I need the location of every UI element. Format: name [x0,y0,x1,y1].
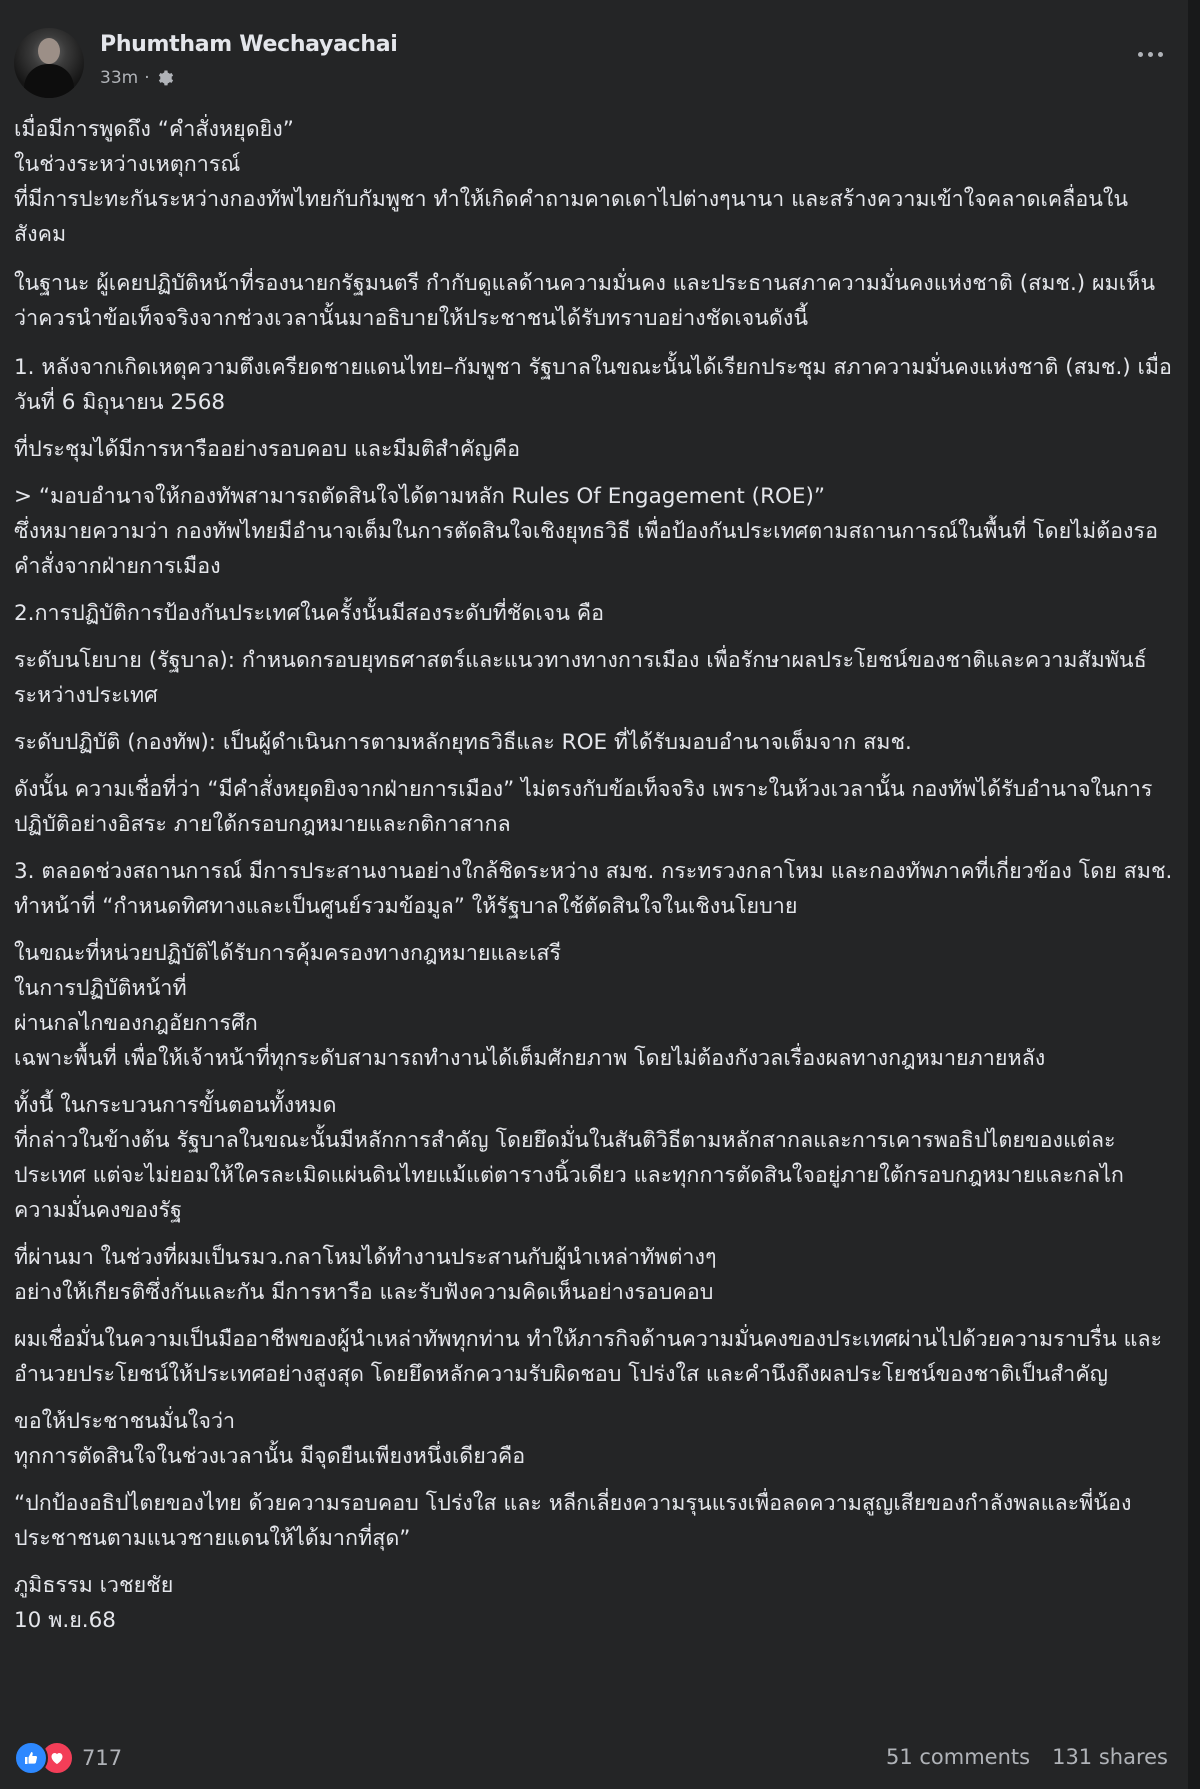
post-paragraph: ทั้งนี้ ในกระบวนการขั้นตอนทั้งหมด ที่กล่าวในข้างต้น รัฐบาลในขณะนั้นมีหลักการสำคัญ โดยยึดมั่นในสันติวิธีตามหลักสากลและการเคารพอธิปไตยของแต่ละประเทศ แต่จะไม่ยอมให้ใครละเมิดแผ่นดินไทยแม้แต่ตารางนิ้วเดียว และทุกการตัดสินใจอยู่ภายใต้กรอบกฎหมายและกลไกความมั่นคงของรัฐ [14,1093,1124,1223]
author-name[interactable]: Phumtham Wechayachai [100,32,398,57]
post-paragraph: ผมเชื่อมั่นในความเป็นมืออาชีพของผู้นำเหล่าทัพทุกท่าน ทำให้ภารกิจด้านความมั่นคงของประเทศผ่านไปด้วยความราบรื่น และอำนวยประโยชน์ให้ประเทศอย่างสูงสุด โดยยึดหลักความรับผิดชอบ โปร่งใส และคำนึงถึงผลประโยชน์ของชาติเป็นสำคัญ [14,1327,1163,1387]
post-paragraph: ระดับปฏิบัติ (กองทัพ): เป็นผู้ดำเนินการตามหลักยุทธวิธีและ ROE ที่ได้รับมอบอำนาจเต็มจาก สมช. [14,730,912,755]
post-paragraph: ที่ประชุมได้มีการหารืออย่างรอบคอบ และมีมติสำคัญคือ [14,437,521,462]
gear-icon[interactable] [156,69,174,87]
post-paragraph: ที่ผ่านมา ในช่วงที่ผมเป็นรมว.กลาโหมได้ทำงานประสานกับผู้นำเหล่าทัพต่างๆ อย่างให้เกียรติซึ่งกันและกัน มีการหารือ และรับฟังความคิดเห็นอย่างรอบคอบ [14,1245,717,1305]
post-paragraph: ในขณะที่หน่วยปฏิบัติได้รับการคุ้มครองทางกฎหมายและเสรี ในการปฏิบัติหน้าที่ ผ่านกลไกของกฎอัยการศึก เฉพาะพื้นที่ เพื่อให้เจ้าหน้าที่ทุกระดับสามารถทำงานได้เต็มศักยภาพ โดยไม่ต้องกังวลเรื่องผลทางกฎหมายภายหลัง [14,941,1046,1071]
more-options-icon[interactable] [1130,42,1170,66]
post-paragraph: 3. ตลอดช่วงสถานการณ์ มีการประสานงานอย่างใกล้ชิดระหว่าง สมช. กระทรวงกลาโหม และกองทัพภาคที่เกี่ยวข้อง โดย สมช. ทำหน้าที่ “กำหนดทิศทางและเป็นศูนย์รวมข้อมูล” ให้รัฐบาลใช้ตัดสินใจในเชิงนโยบาย [14,859,1173,919]
post-body [14,112,1174,1650]
post-paragraph: 1. หลังจากเกิดเหตุความตึงเครียดชายแดนไทย–กัมพูชา รัฐบาลในขณะนั้นได้เรียกประชุม สภาความมั่นคงแห่งชาติ (สมช.) เมื่อวันที่ 6 มิถุนายน 2568 [14,355,1172,415]
more-dot [1138,52,1143,57]
more-dot [1148,52,1153,57]
engagement-stats [886,1745,1168,1769]
avatar[interactable] [14,28,84,98]
shares-count[interactable]: 131 shares [1052,1745,1168,1769]
reaction-count: 717 [82,1746,123,1770]
post-paragraph: > “มอบอำนาจให้กองทัพสามารถตัดสินใจได้ตามหลัก Rules Of Engagement (ROE)” ซึ่งหมายความว่า กองทัพไทยมีอำนาจเต็มในการตัดสินใจเชิงยุทธวิธี เพื่อป้องกันประเทศตามสถานการณ์ในพื้นที่ โดยไม่ต้องรอคำสั่งจากฝ่ายการเมือง [14,484,1159,579]
meta-separator: · [144,68,150,88]
avatar-face [38,38,60,64]
post-paragraph: ในฐานะ ผู้เคยปฏิบัติหน้าที่รองนายกรัฐมนตรี กำกับดูแลด้านความมั่นคง และประธานสภาความมั่นคงแห่งชาติ (สมช.) ผมเห็นว่าควรนำข้อเท็จจริงจากช่วงเวลานั้นมาอธิบายให้ประชาชนได้รับทราบอย่างชัดเจนดังนี้ [14,271,1156,331]
post-header [14,28,1174,100]
post-footer [14,1737,1174,1781]
post-meta [100,68,174,88]
comments-count[interactable]: 51 comments [885,1745,1031,1769]
post-paragraph: 2.การปฏิบัติการป้องกันประเทศในครั้งนั้นมีสองระดับที่ชัดเจน คือ [14,601,605,626]
post-time[interactable]: 33m [100,68,139,88]
like-icon [14,1741,48,1775]
reactions-summary[interactable] [14,1741,122,1775]
post-paragraph: ดังนั้น ความเชื่อที่ว่า “มีคำสั่งหยุดยิงจากฝ่ายการเมือง” ไม่ตรงกับข้อเท็จจริง เพราะในห้วงเวลานั้น กองทัพได้รับอำนาจในการปฏิบัติอย่างอิสระ ภายใต้กรอบกฎหมายและกติกาสากล [14,777,1153,837]
post-paragraph: ระดับนโยบาย (รัฐบาล): กำหนดกรอบยุทธศาสตร์และแนวทางทางการเมือง เพื่อรักษาผลประโยชน์ของชาติและความสัมพันธ์ระหว่างประเทศ [14,648,1147,708]
post-paragraph: “ปกป้องอธิปไตยของไทย ด้วยความรอบคอบ โปร่งใส และ หลีกเลี่ยงความรุนแรงเพื่อลดความสูญเสียของกำลังพลและพี่น้องประชาชนตามแนวชายแดนให้ได้มากที่สุด” [14,1491,1132,1551]
post-paragraph: ขอให้ประชาชนมั่นใจว่า ทุกการตัดสินใจในช่วงเวลานั้น มีจุดยืนเพียงหนึ่งเดียวคือ [14,1409,526,1469]
post-signature: ภูมิธรรม เวชยชัย 10 พ.ย.68 [14,1573,174,1633]
avatar-suit [24,64,74,98]
more-dot [1158,52,1163,57]
post-paragraph: เมื่อมีการพูดถึง “คำสั่งหยุดยิง” ในช่วงระหว่างเหตุการณ์ ที่มีการปะทะกันระหว่างกองทัพไทยกับกัมพูชา ทำให้เกิดคำถามคาดเดาไปต่างๆนานา และสร้างความเข้าใจคลาดเคลื่อนในสังคม [14,117,1129,247]
